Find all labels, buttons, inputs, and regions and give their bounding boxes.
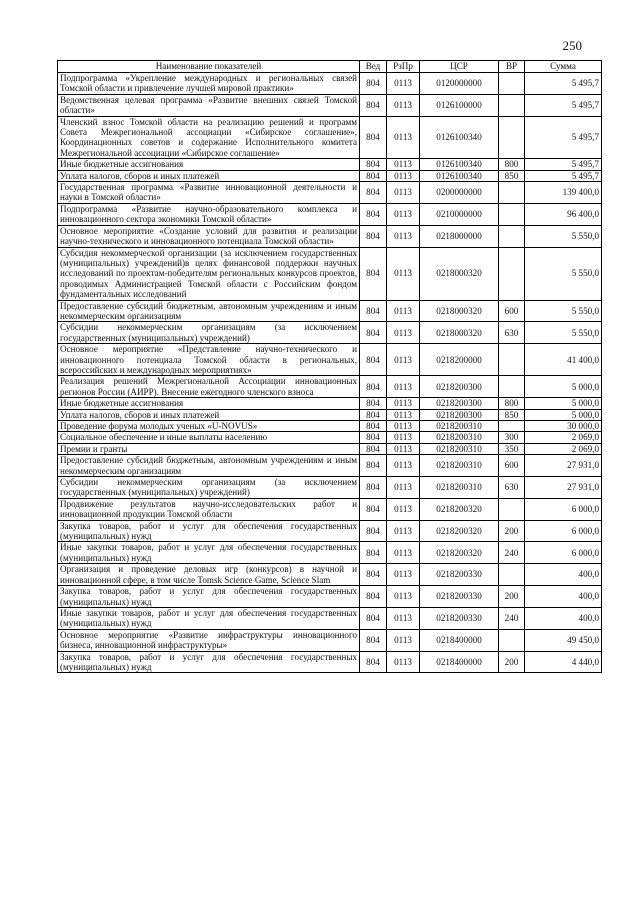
cell-vr: 200 <box>499 520 525 542</box>
table-row <box>58 73 602 95</box>
cell-name: Уплата налогов, сборов и иных платежей <box>58 409 360 420</box>
cell-rzpr: 0113 <box>387 542 420 564</box>
cell-csr: 0218000000 <box>420 225 499 247</box>
cell-ved: 804 <box>360 432 387 443</box>
header-csr: ЦСР <box>420 61 499 73</box>
cell-rzpr: 0113 <box>387 432 420 443</box>
cell-vr <box>499 225 525 247</box>
cell-csr: 0218000320 <box>420 247 499 300</box>
cell-vr: 200 <box>499 586 525 608</box>
cell-name: Основное мероприятие «Представление научно-технического и инновационного потенциала Томской области в региональных, всероссийских и международных мероприятиях» <box>58 344 360 376</box>
cell-name: Ведомственная целевая программа «Развитие внешних связей Томской области» <box>58 94 360 116</box>
cell-vr <box>499 376 525 398</box>
cell-vr <box>499 116 525 159</box>
cell-vr: 240 <box>499 607 525 629</box>
header-name: Наименование показателей <box>58 61 360 73</box>
table-row <box>58 159 602 170</box>
cell-rzpr: 0113 <box>387 398 420 409</box>
cell-csr: 0218200300 <box>420 409 499 420</box>
cell-name: Основное мероприятие «Создание условий для развития и реализации научно-технического и инновационного потенциала Томской области» <box>58 225 360 247</box>
table-row <box>58 564 602 586</box>
cell-csr: 0200000000 <box>420 182 499 204</box>
cell-csr: 0218200330 <box>420 607 499 629</box>
cell-csr: 0218000320 <box>420 322 499 344</box>
cell-ved: 804 <box>360 651 387 673</box>
cell-ved: 804 <box>360 159 387 170</box>
cell-csr: 0218200310 <box>420 477 499 499</box>
cell-rzpr: 0113 <box>387 443 420 454</box>
cell-ved: 804 <box>360 586 387 608</box>
cell-sum: 400,0 <box>525 564 602 586</box>
cell-rzpr: 0113 <box>387 322 420 344</box>
table-row <box>58 376 602 398</box>
cell-csr: 0218200310 <box>420 455 499 477</box>
table-row <box>58 203 602 225</box>
cell-vr: 240 <box>499 542 525 564</box>
table-row <box>58 455 602 477</box>
cell-sum: 5 000,0 <box>525 398 602 409</box>
cell-rzpr: 0113 <box>387 116 420 159</box>
cell-sum: 5 550,0 <box>525 225 602 247</box>
cell-ved: 804 <box>360 607 387 629</box>
cell-sum: 5 550,0 <box>525 300 602 322</box>
cell-vr <box>499 498 525 520</box>
cell-sum: 49 450,0 <box>525 629 602 651</box>
table-row <box>58 607 602 629</box>
cell-csr: 0218200320 <box>420 520 499 542</box>
cell-csr: 0218200310 <box>420 421 499 432</box>
cell-ved: 804 <box>360 443 387 454</box>
cell-ved: 804 <box>360 94 387 116</box>
cell-rzpr: 0113 <box>387 376 420 398</box>
cell-ved: 804 <box>360 376 387 398</box>
cell-ved: 804 <box>360 170 387 181</box>
cell-ved: 804 <box>360 116 387 159</box>
cell-rzpr: 0113 <box>387 498 420 520</box>
cell-name: Иные закупки товаров, работ и услуг для обеспечения государственных (муниципальных) нужд <box>58 607 360 629</box>
cell-name: Субсидия некоммерческой организации (за исключением государственных (муниципальных) учреждений)в целях финансовой поддержки научных исследований по проектам-победителям региональных конкурсов проектов, проводимых Администрацией Томской области с Российским фондом фундаментальных исследований <box>58 247 360 300</box>
cell-sum: 5 000,0 <box>525 409 602 420</box>
cell-sum: 4 440,0 <box>525 651 602 673</box>
cell-sum: 2 069,0 <box>525 443 602 454</box>
cell-vr <box>499 344 525 376</box>
cell-rzpr: 0113 <box>387 607 420 629</box>
cell-sum: 5 550,0 <box>525 322 602 344</box>
cell-sum: 27 931,0 <box>525 477 602 499</box>
cell-csr: 0126100340 <box>420 116 499 159</box>
cell-name: Иные бюджетные ассигнования <box>58 398 360 409</box>
cell-csr: 0218200310 <box>420 443 499 454</box>
cell-name: Основное мероприятие «Развитие инфраструктуры инновационного бизнеса, инновационной инфраструктуры» <box>58 629 360 651</box>
cell-rzpr: 0113 <box>387 344 420 376</box>
cell-vr <box>499 94 525 116</box>
cell-rzpr: 0113 <box>387 94 420 116</box>
cell-ved: 804 <box>360 455 387 477</box>
cell-name: Субсидии некоммерческим организациям (за исключением государственных (муниципальных) учреждений) <box>58 477 360 499</box>
cell-ved: 804 <box>360 322 387 344</box>
cell-name: Государственная программа «Развитие инновационной деятельности и науки в Томской области» <box>58 182 360 204</box>
cell-vr: 630 <box>499 477 525 499</box>
cell-name: Реализация решений Межрегиональной Ассоциации инновационных регионов России (АИРР). Внесение ежегодного членского взноса <box>58 376 360 398</box>
cell-csr: 0126100000 <box>420 94 499 116</box>
cell-ved: 804 <box>360 398 387 409</box>
cell-ved: 804 <box>360 203 387 225</box>
cell-sum: 6 000,0 <box>525 520 602 542</box>
cell-ved: 804 <box>360 542 387 564</box>
cell-name: Членский взнос Томской области на реализацию решений и программ Совета Межрегиональной ассоциации «Сибирское соглашение», Координационных советов и содержание Исполнительного комитета Межрегиональной ассоциации «Сибирское соглашение» <box>58 116 360 159</box>
cell-ved: 804 <box>360 409 387 420</box>
cell-name: Продвижение результатов научно-исследовательских работ и инновационной продукции Томской области <box>58 498 360 520</box>
cell-csr: 0218200000 <box>420 344 499 376</box>
cell-rzpr: 0113 <box>387 421 420 432</box>
cell-name: Организация и проведение деловых игр (конкурсов) в научной и инновационной сфере, в том числе Tomsk Science Game, Science Slam <box>58 564 360 586</box>
cell-csr: 0218400000 <box>420 629 499 651</box>
cell-sum: 5 495,7 <box>525 170 602 181</box>
cell-sum: 6 000,0 <box>525 498 602 520</box>
cell-vr: 850 <box>499 409 525 420</box>
cell-sum: 96 400,0 <box>525 203 602 225</box>
cell-sum: 27 931,0 <box>525 455 602 477</box>
cell-sum: 30 000,0 <box>525 421 602 432</box>
cell-ved: 804 <box>360 498 387 520</box>
cell-csr: 0218200330 <box>420 564 499 586</box>
table-row <box>58 443 602 454</box>
cell-vr: 600 <box>499 300 525 322</box>
table-body <box>58 73 602 673</box>
cell-sum: 41 400,0 <box>525 344 602 376</box>
cell-rzpr: 0113 <box>387 300 420 322</box>
cell-name: Закупка товаров, работ и услуг для обеспечения государственных (муниципальных) нужд <box>58 586 360 608</box>
table-row <box>58 344 602 376</box>
cell-csr: 0218400000 <box>420 651 499 673</box>
cell-ved: 804 <box>360 182 387 204</box>
header-rzpr: РзПр <box>387 61 420 73</box>
page-number: 250 <box>562 38 582 53</box>
cell-rzpr: 0113 <box>387 564 420 586</box>
cell-ved: 804 <box>360 629 387 651</box>
cell-sum: 5 495,7 <box>525 73 602 95</box>
table-row <box>58 322 602 344</box>
cell-csr: 0218200300 <box>420 398 499 409</box>
table-row <box>58 432 602 443</box>
cell-sum: 400,0 <box>525 607 602 629</box>
cell-sum: 5 495,7 <box>525 116 602 159</box>
cell-rzpr: 0113 <box>387 170 420 181</box>
cell-vr: 800 <box>499 398 525 409</box>
table-row <box>58 421 602 432</box>
cell-name: Иные бюджетные ассигнования <box>58 159 360 170</box>
cell-rzpr: 0113 <box>387 520 420 542</box>
cell-vr <box>499 73 525 95</box>
cell-ved: 804 <box>360 247 387 300</box>
table-header-row <box>58 61 602 73</box>
table-row <box>58 409 602 420</box>
cell-vr: 800 <box>499 159 525 170</box>
table-row <box>58 300 602 322</box>
cell-vr <box>499 182 525 204</box>
cell-vr: 350 <box>499 443 525 454</box>
cell-vr: 300 <box>499 432 525 443</box>
cell-vr: 200 <box>499 651 525 673</box>
cell-rzpr: 0113 <box>387 182 420 204</box>
cell-name: Социальное обеспечение и иные выплаты населению <box>58 432 360 443</box>
cell-name: Премии и гранты <box>58 443 360 454</box>
cell-ved: 804 <box>360 73 387 95</box>
cell-ved: 804 <box>360 344 387 376</box>
cell-name: Субсидии некоммерческим организациям (за исключением государственных (муниципальных) учреждений) <box>58 322 360 344</box>
cell-sum: 5 550,0 <box>525 247 602 300</box>
cell-sum: 6 000,0 <box>525 542 602 564</box>
cell-vr <box>499 203 525 225</box>
cell-csr: 0210000000 <box>420 203 499 225</box>
cell-sum: 2 069,0 <box>525 432 602 443</box>
cell-rzpr: 0113 <box>387 203 420 225</box>
cell-rzpr: 0113 <box>387 477 420 499</box>
header-sum: Сумма <box>525 61 602 73</box>
cell-ved: 804 <box>360 421 387 432</box>
cell-sum: 5 495,7 <box>525 159 602 170</box>
cell-csr: 0126100340 <box>420 170 499 181</box>
cell-name: Подпрограмма «Развитие научно-образовательного комплекса и инновационного сектора экономики Томской области» <box>58 203 360 225</box>
cell-rzpr: 0113 <box>387 455 420 477</box>
cell-name: Закупка товаров, работ и услуг для обеспечения государственных (муниципальных) нужд <box>58 520 360 542</box>
budget-table <box>57 60 602 673</box>
header-ved: Вед <box>360 61 387 73</box>
cell-csr: 0126100340 <box>420 159 499 170</box>
cell-name: Проведение форума молодых ученых «U-NOVUS» <box>58 421 360 432</box>
cell-csr: 0218000320 <box>420 300 499 322</box>
cell-sum: 139 400,0 <box>525 182 602 204</box>
cell-csr: 0218200310 <box>420 432 499 443</box>
cell-rzpr: 0113 <box>387 159 420 170</box>
table-row <box>58 586 602 608</box>
cell-csr: 0218200320 <box>420 542 499 564</box>
cell-vr: 600 <box>499 455 525 477</box>
table-row <box>58 651 602 673</box>
cell-sum: 5 000,0 <box>525 376 602 398</box>
cell-sum: 5 495,7 <box>525 94 602 116</box>
cell-ved: 804 <box>360 300 387 322</box>
cell-name: Иные закупки товаров, работ и услуг для обеспечения государственных (муниципальных) нужд <box>58 542 360 564</box>
cell-ved: 804 <box>360 564 387 586</box>
table-row <box>58 94 602 116</box>
cell-vr <box>499 421 525 432</box>
cell-rzpr: 0113 <box>387 247 420 300</box>
cell-name: Предоставление субсидий бюджетным, автономным учреждениям и иным некоммерческим организациям <box>58 455 360 477</box>
cell-vr <box>499 564 525 586</box>
cell-rzpr: 0113 <box>387 629 420 651</box>
cell-rzpr: 0113 <box>387 73 420 95</box>
cell-csr: 0218200330 <box>420 586 499 608</box>
cell-name: Предоставление субсидий бюджетным, автономным учреждениям и иным некоммерческим организациям <box>58 300 360 322</box>
cell-csr: 0120000000 <box>420 73 499 95</box>
cell-ved: 804 <box>360 520 387 542</box>
table-row <box>58 629 602 651</box>
cell-ved: 804 <box>360 477 387 499</box>
cell-name: Подпрограмма «Укрепление международных и региональных связей Томской области и привлечение лучшей мировой практики» <box>58 73 360 95</box>
cell-rzpr: 0113 <box>387 586 420 608</box>
table-row <box>58 116 602 159</box>
cell-vr: 630 <box>499 322 525 344</box>
cell-rzpr: 0113 <box>387 409 420 420</box>
table-row <box>58 182 602 204</box>
table-row <box>58 170 602 181</box>
header-vr: ВР <box>499 61 525 73</box>
cell-name: Уплата налогов, сборов и иных платежей <box>58 170 360 181</box>
table-row <box>58 498 602 520</box>
table-row <box>58 398 602 409</box>
table-row <box>58 477 602 499</box>
cell-vr <box>499 629 525 651</box>
cell-ved: 804 <box>360 225 387 247</box>
cell-sum: 400,0 <box>525 586 602 608</box>
table-row <box>58 225 602 247</box>
table-row <box>58 247 602 300</box>
cell-csr: 0218200300 <box>420 376 499 398</box>
cell-name: Закупка товаров, работ и услуг для обеспечения государственных (муниципальных) нужд <box>58 651 360 673</box>
table-row <box>58 542 602 564</box>
cell-vr: 850 <box>499 170 525 181</box>
cell-rzpr: 0113 <box>387 651 420 673</box>
cell-rzpr: 0113 <box>387 225 420 247</box>
cell-vr <box>499 247 525 300</box>
table-row <box>58 520 602 542</box>
cell-csr: 0218200320 <box>420 498 499 520</box>
